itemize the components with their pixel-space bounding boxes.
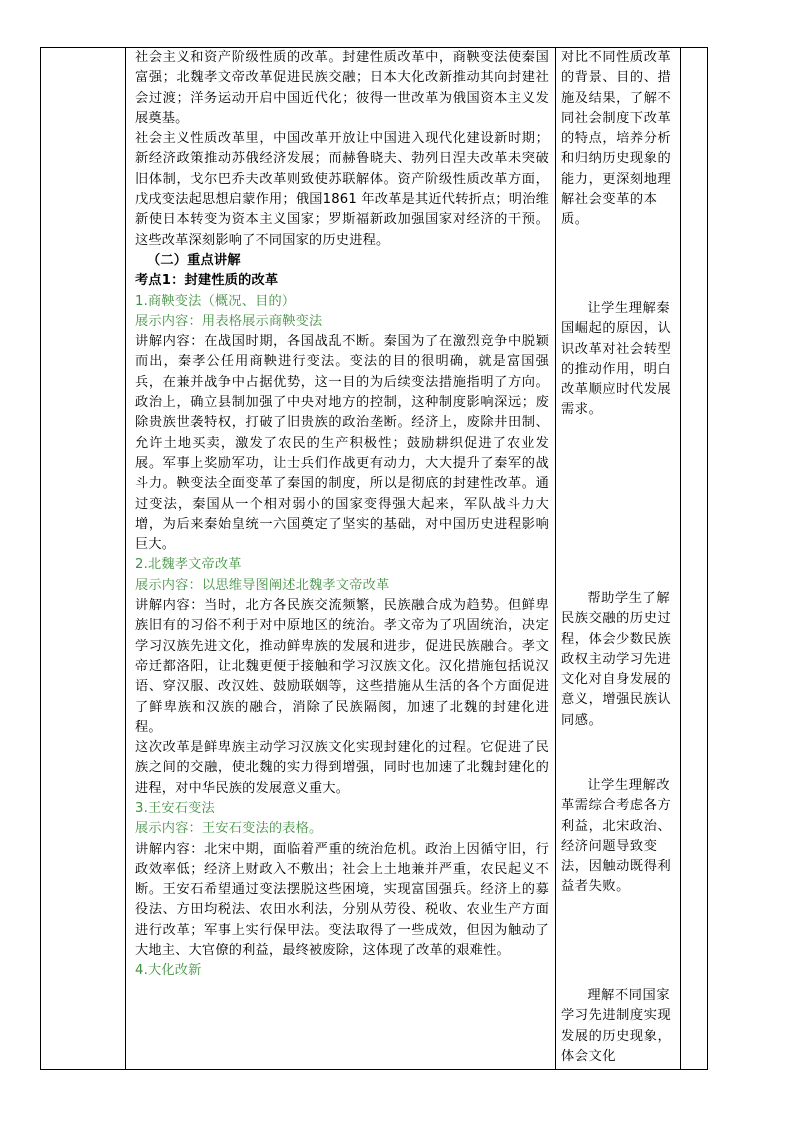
column-divider-3 [680, 48, 681, 1069]
teaching-content-cell [131, 48, 553, 982]
dahua-title: 4.大化改新 [135, 963, 202, 979]
shangyang-title: 1.商鞅变法（概况、目的） [135, 293, 296, 309]
shangyang-show: 展示内容：用表格展示商鞅变法 [135, 313, 323, 329]
section-title: （二）重点讲解 [147, 252, 241, 268]
intro-paragraph-2: 社会主义性质改革里，中国改革开放让中国进入现代化建设新时期；新经济政策推动苏俄经济发展；而赫鲁晓夫、勃列日涅夫改革未突破旧体制，戈尔巴乔夫改革则致使苏联解体。资产阶级性质改革方面，戊戌变法起思想启蒙作用；俄国1861 年改革是其近代转折点；明治维新使日本转变为资本主义国家；罗斯福新政加强国家对经济的干预。这些改革深刻影响了不同国家的历史进程。 [135, 131, 549, 248]
xiaowendi-title: 2.北魏孝文帝改革 [135, 557, 242, 573]
wanganshi-body: 讲解内容：北宋中期，面临着严重的统治危机。政治上因循守旧，行政效率低；经济上财政入不敷出；社会上土地兼并严重，农民起义不断。王安石希望通过变法摆脱这些困境，实现富国强兵。经济上的募役法、方田均税法、农田水利法，分别从劳役、税收、农业生产方面进行改革；军事上实行保甲法。变法取得了一些成效，但因为触动了大地主、大官僚的利益，最终被废除，这体现了改革的艰难性。 [135, 841, 549, 959]
lesson-table [40, 47, 708, 1070]
note-comparison: 对比不同性质改革的背景、目的、措施及结果，了解不同社会制度下改革的特点，培养分析和归纳历史现象的能力，更深刻地理解社会变革的本质。 [561, 50, 672, 228]
column-divider-1 [125, 48, 126, 1069]
note-wanganshi: 让学生理解改革需综合考虑各方利益，北宋政治、经济问题导致变法，因触动既得利益者失败。 [561, 778, 672, 895]
note-dahua: 理解不同国家学习先进制度实现发展的历史现象，体会文化 [561, 988, 672, 1064]
xiaowendi-body: 讲解内容：当时，北方各民族交流频繁，民族融合成为趋势。但鲜卑族旧有的习俗不利于对中原地区的统治。孝文帝为了巩固统治，决定学习汉族先进文化，推动鲜卑族的发展和进步，促进民族融合。孝文帝迁都洛阳，让北魏更便于接触和学习汉族文化。汉化措施包括说汉语、穿汉服、改汉姓、鼓励联姻等，这些措施从生活的各个方面促进了鲜卑族和汉族的融合，消除了民族隔阂，加速了北魏的封建化进程。 [135, 598, 549, 735]
wanganshi-title: 3.王安石变法 [135, 800, 215, 816]
note-shangyang: 让学生理解秦国崛起的原因，认识改革对社会转型的推动作用，明白改革顺应时代发展需求。 [561, 301, 672, 418]
kaodian-1-title: 考点1：封建性质的改革 [135, 273, 279, 289]
xiaowendi-show: 展示内容：以思维导图阐述北魏孝文帝改革 [135, 577, 390, 593]
intro-paragraph-1: 社会主义和资产阶级性质的改革。封建性质改革中，商鞅变法使秦国富强；北魏孝文帝改革促进民族交融；日本大化改新推动其向封建社会过渡；洋务运动开启中国近代化；彼得一世改革为俄国资本主义发展奠基。 [135, 50, 549, 126]
xiaowendi-body-2: 这次改革是鲜卑族主动学习汉族文化实现封建化的过程。它促进了民族之间的交融，使北魏的实力得到增强，同时也加速了北魏封建化的进程，对中华民族的发展意义重大。 [135, 740, 549, 796]
column-divider-2 [555, 48, 556, 1069]
shangyang-body: 讲解内容：在战国时期，各国战乱不断。秦国为了在激烈竞争中脱颖而出，秦孝公任用商鞅进行变法。变法的目的很明确，就是富国强兵，在兼并战争中占据优势，这一目的为后续变法措施指明了方向。政治上，确立县制加强了中央对地方的控制，这种制度影响深远；废除贵族世袭特权，打破了旧贵族的政治垄断。经济上，废除井田制、允许土地买卖，激发了农民的生产积极性；鼓励耕织促进了农业发展。军事上奖励军功，让士兵们作战更有动力，大大提升了秦军的战斗力。鞅变法全面变革了秦国的制度，所以是彻底的封建性改革。通过变法，秦国从一个相对弱小的国家变得强大起来，军队战斗力大增，为后来秦始皇统一六国奠定了坚实的基础，对中国历史进程影响巨大。 [135, 334, 549, 553]
note-xiaowendi: 帮助学生了解民族交融的历史过程，体会少数民族政权主动学习先进文化对自身发展的意义，增强民族认同感。 [561, 591, 672, 728]
wanganshi-show: 展示内容：王安石变法的表格。 [135, 821, 323, 837]
